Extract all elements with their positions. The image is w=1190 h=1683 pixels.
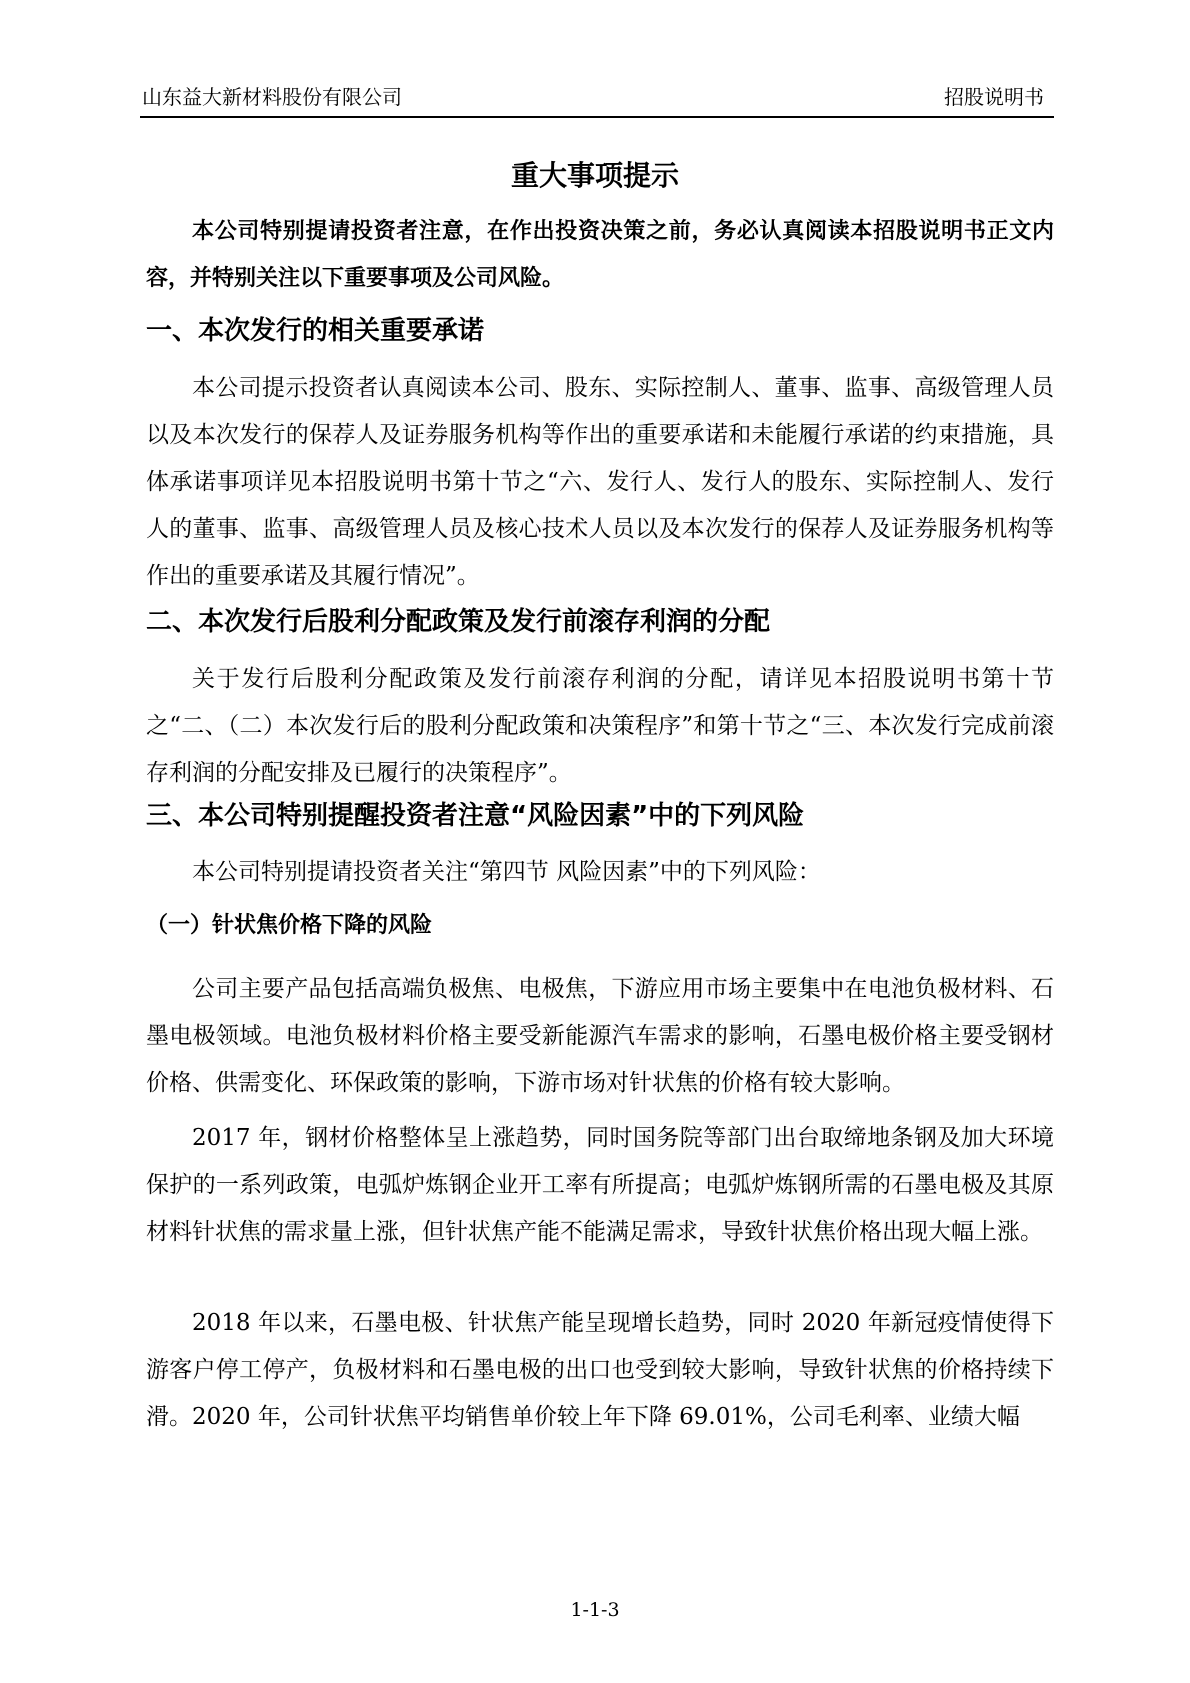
page-header (140, 82, 1054, 118)
subsection-paragraph: 2017 年，钢材价格整体呈上涨趋势，同时国务院等部门出台取缔地条钢及加大环境保护的一系列政策，电弧炉炼钢企业开工率有所提高；电弧炉炼钢所需的石墨电极及其原材料针状焦的需求量上涨，但针状焦产能不能满足需求，导致针状焦价格出现大幅上涨。 (146, 1125, 1054, 1245)
section-heading: 一、本次发行的相关重要承诺 (146, 316, 485, 346)
header-company-name: 山东益大新材料股份有限公司 (142, 85, 402, 109)
section-heading: 二、本次发行后股利分配政策及发行前滚存利润的分配 (146, 607, 771, 637)
subsection-1-para-3 (146, 1300, 1054, 1441)
section-heading: 三、本公司特别提醒投资者注意“风险因素”中的下列风险 (146, 801, 805, 831)
page-title: 重大事项提示 (510, 159, 679, 192)
header-document-type: 招股说明书 (944, 85, 1044, 109)
section-paragraph: 本公司提示投资者认真阅读本公司、股东、实际控制人、董事、监事、高级管理人员以及本次发行的保荐人及证券服务机构等作出的重要承诺和未能履行承诺的约束措施，具体承诺事项详见本招股说明书第十节之“六、发行人、发行人的股东、实际控制人、发行人的董事、监事、高级管理人员及核心技术人员以及本次发行的保荐人及证券服务机构等作出的重要承诺及其履行情况”。 (146, 375, 1054, 589)
subsection-paragraph: 2018 年以来，石墨电极、针状焦产能呈现增长趋势，同时 2020 年新冠疫情使得下游客户停工停产，负极材料和石墨电极的出口也受到较大影响，导致针状焦的价格持续下滑。2020 年，公司针状焦平均销售单价较上年下降 69.01%，公司毛利率、业绩大幅 (146, 1310, 1054, 1430)
section-paragraph: 关于发行后股利分配政策及发行前滚存利润的分配，请详见本招股说明书第十节之“二、（二）本次发行后的股利分配政策和决策程序”和第十节之“三、本次发行完成前滚存利润的分配安排及已履行的决策程序”。 (146, 666, 1054, 786)
section-1 (146, 313, 1054, 349)
subsection-1 (146, 910, 1054, 942)
section-paragraph: 本公司特别提请投资者关注“第四节 风险因素”中的下列风险： (192, 859, 821, 885)
subsection-heading: （一）针状焦价格下降的风险 (146, 913, 433, 938)
section-2-body (146, 656, 1054, 797)
section-3-body (146, 849, 1054, 896)
page-number: 1-1-3 (570, 1599, 620, 1621)
intro-paragraph: 本公司特别提请投资者注意，在作出投资决策之前，务必认真阅读本招股说明书正文内容，并特别关注以下重要事项及公司风险。 (146, 219, 1054, 291)
intro-block (146, 208, 1054, 302)
subsection-1-para-1 (146, 966, 1054, 1107)
subsection-paragraph: 公司主要产品包括高端负极焦、电极焦，下游应用市场主要集中在电池负极材料、石墨电极领域。电池负极材料价格主要受新能源汽车需求的影响，石墨电极价格主要受钢材价格、供需变化、环保政策的影响，下游市场对针状焦的价格有较大影响。 (146, 976, 1054, 1096)
subsection-1-para-2 (146, 1115, 1054, 1256)
section-2 (146, 604, 1054, 640)
section-1-body (146, 365, 1054, 600)
section-3 (146, 798, 1054, 834)
